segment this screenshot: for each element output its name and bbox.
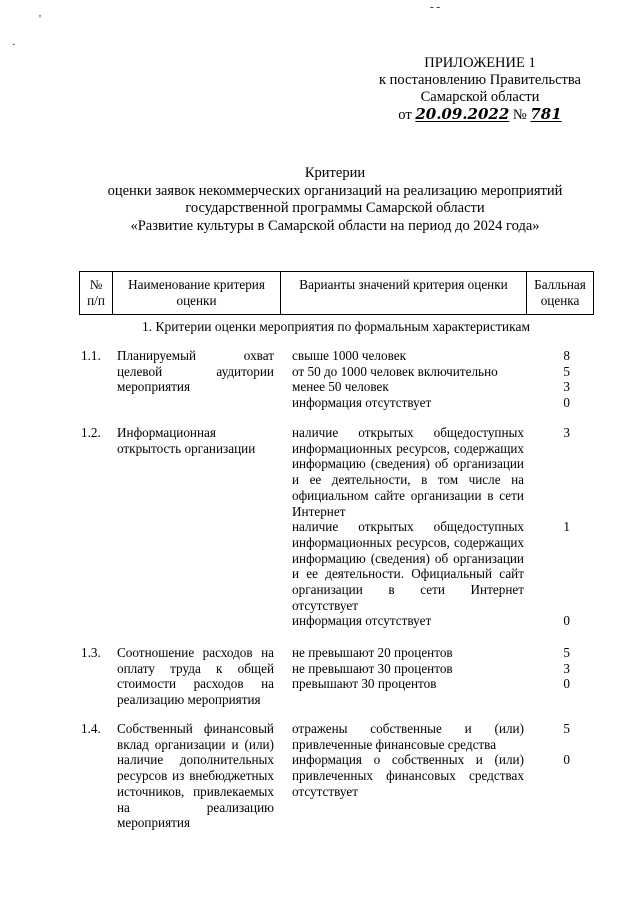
option (292, 379, 570, 395)
document-title (60, 165, 610, 235)
option-text: не превышают 30 процентов (292, 660, 453, 676)
option-text: наличие открытых общедоступных информационных ресурсов, содержащих информацию (сведения) об организации и ее деятельности. Официальный сайт организации в сети Интернет отсутствует (292, 519, 524, 613)
title-line-2: оценки заявок некоммерческих организаций на реализацию мероприятий (107, 182, 563, 199)
option-score: 3 (563, 660, 570, 676)
option (292, 395, 570, 411)
option (292, 676, 570, 692)
section-title: 1. Критерии оценки мероприятия по формальным характеристикам (141, 319, 531, 334)
option-text: менее 50 человек (292, 379, 389, 395)
option-score: 3 (563, 379, 570, 395)
row-number: 1.4. (81, 721, 101, 736)
criteria-table-header (79, 271, 594, 315)
criterion-options (292, 721, 570, 800)
option (292, 519, 570, 613)
criterion-name: Собственный финансовый вклад организации и (или) наличие дополнительных ресурсов из внебюджетных источников, привлекаемых на реализацию мероприятия (117, 721, 274, 831)
option-score: 0 (563, 676, 570, 692)
option-text: информация отсутствует (292, 613, 432, 629)
appendix-resolution: к постановлению Правительства (379, 72, 581, 88)
option-text: наличие открытых общедоступных информационных ресурсов, содержащих информацию (сведения) об организации и ее деятельности, в том числе на официальном сайте организации в сети Интернет (292, 425, 524, 519)
option (292, 752, 570, 799)
scan-mark: ' (39, 13, 41, 25)
number-sign: № (512, 107, 527, 123)
option (292, 721, 570, 752)
option-score: 3 (563, 425, 570, 440)
option-score: 0 (563, 752, 570, 768)
appendix-region: Самарской области (420, 89, 540, 105)
option-score: 0 (563, 613, 570, 629)
criterion-options (292, 645, 570, 692)
option-score: 5 (563, 645, 570, 660)
option (292, 645, 570, 661)
handwritten-date: 20.09.2022 (415, 105, 510, 123)
criterion-options (292, 348, 570, 411)
appendix-title: ПРИЛОЖЕНИЕ 1 (424, 55, 536, 71)
criterion-options (292, 425, 570, 629)
header-variants: Варианты значений критерия оценки (281, 272, 527, 315)
criterion-name: Информационная открытость организации (117, 425, 256, 456)
title-line-4: «Развитие культуры в Самарской области на период до 2024 года» (130, 217, 540, 234)
option-score: 5 (563, 363, 570, 379)
appendix-header (360, 55, 600, 124)
option-text: отражены собственные и (или) привлеченные финансовые средства (292, 721, 524, 752)
option-text: превышают 30 процентов (292, 676, 437, 692)
option (292, 613, 570, 629)
scan-mark: - - (430, 1, 441, 13)
date-prefix: от (398, 107, 412, 123)
title-line-3: государственной программы Самарской области (185, 200, 485, 216)
criterion-name: Соотношение расходов на оплату труда к общей стоимости расходов на реализацию мероприятия (117, 645, 274, 708)
header-score: Балльная оценка (527, 272, 594, 315)
row-number: 1.3. (81, 645, 101, 660)
option-text: свыше 1000 человек (292, 348, 406, 363)
option (292, 661, 570, 677)
option-text: от 50 до 1000 человек включительно (292, 363, 498, 379)
row-number: 1.1. (81, 348, 101, 363)
criterion-name: Планируемый охват целевой аудитории мероприятия (117, 348, 274, 395)
handwritten-number: 781 (530, 105, 562, 123)
option-text: информация отсутствует (292, 395, 432, 411)
option-text: не превышают 20 процентов (292, 645, 453, 660)
row-number: 1.2. (81, 425, 101, 440)
option-text: информация о собственных и (или) привлеченных финансовых средствах отсутствует (292, 752, 524, 799)
option-score: 1 (563, 519, 570, 535)
option-score: 8 (563, 348, 570, 363)
scan-mark: · (12, 39, 16, 51)
appendix-date-line (360, 106, 600, 124)
option-score: 5 (563, 721, 570, 736)
option (292, 348, 570, 364)
option-score: 0 (563, 395, 570, 411)
title-line-1: Критерии (304, 165, 366, 181)
header-num: № п/п (80, 272, 113, 315)
header-name: Наименование критерия оценки (113, 272, 281, 315)
option (292, 364, 570, 380)
option (292, 425, 570, 519)
